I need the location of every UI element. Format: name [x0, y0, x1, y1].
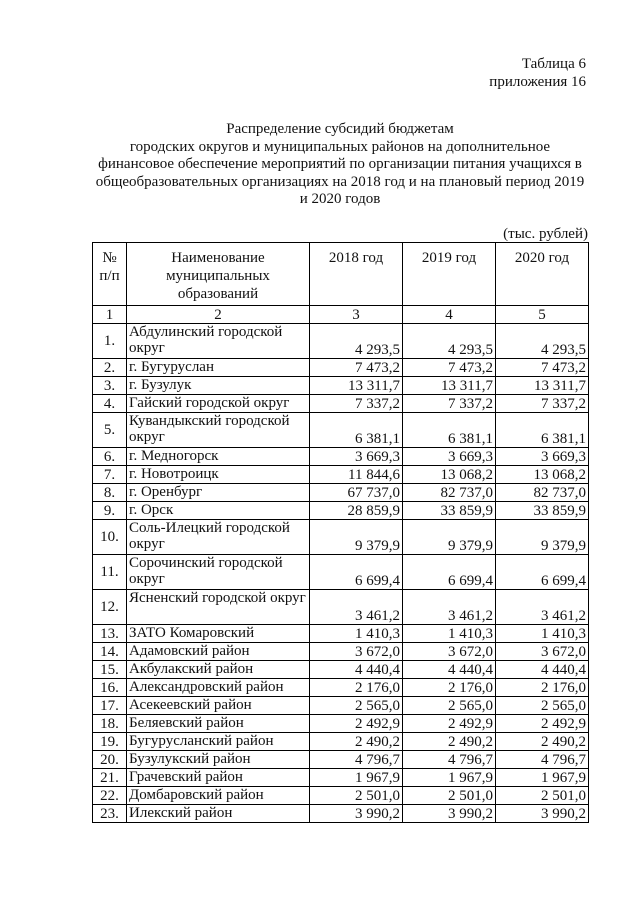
value-2018: 1 967,9: [310, 769, 403, 787]
value-2018: 2 176,0: [310, 679, 403, 697]
table-row: [93, 769, 589, 787]
municipality-name: Соль-Илецкий городской округ: [127, 520, 310, 555]
header-2020: 2020 год: [496, 243, 589, 306]
header-name: [127, 243, 310, 306]
row-number: 19.: [93, 733, 127, 751]
value-2018: 2 565,0: [310, 697, 403, 715]
column-index: 4: [403, 306, 496, 324]
header-num-line: №: [102, 250, 117, 266]
value-2018: 3 990,2: [310, 805, 403, 823]
value-2018: 3 461,2: [310, 590, 403, 625]
value-2019: 1 410,3: [403, 625, 496, 643]
row-number: 23.: [93, 805, 127, 823]
table-row: [93, 324, 589, 359]
municipality-name: Адамовский район: [127, 643, 310, 661]
title-line: и 2020 годов: [299, 191, 381, 207]
row-number: 5.: [93, 413, 127, 448]
row-number: 13.: [93, 625, 127, 643]
municipality-name: Александровский район: [127, 679, 310, 697]
municipality-name: Ясненский городской округ: [127, 590, 310, 625]
table-row: [93, 733, 589, 751]
row-number: 2.: [93, 359, 127, 377]
table-row: [93, 751, 589, 769]
value-2019: 4 440,4: [403, 661, 496, 679]
row-number: 20.: [93, 751, 127, 769]
municipality-name: ЗАТО Комаровский: [127, 625, 310, 643]
header-2019: 2019 год: [403, 243, 496, 306]
table-row: [93, 787, 589, 805]
value-2019: 2 176,0: [403, 679, 496, 697]
row-number: 18.: [93, 715, 127, 733]
municipality-name: г. Орск: [127, 502, 310, 520]
value-2020: 2 176,0: [496, 679, 589, 697]
municipality-name: г. Новотроицк: [127, 466, 310, 484]
title-line: Распределение субсидий бюджетам: [226, 121, 454, 137]
value-2019: 2 492,9: [403, 715, 496, 733]
row-number: 8.: [93, 484, 127, 502]
municipality-name: Грачевский район: [127, 769, 310, 787]
municipality-name: г. Бугуруслан: [127, 359, 310, 377]
header-num: [93, 243, 127, 306]
value-2020: 82 737,0: [496, 484, 589, 502]
table-row: [93, 484, 589, 502]
value-2019: 6 699,4: [403, 555, 496, 590]
row-number: 17.: [93, 697, 127, 715]
value-2020: 6 699,4: [496, 555, 589, 590]
value-2018: 3 669,3: [310, 448, 403, 466]
row-number: 10.: [93, 520, 127, 555]
column-index: 5: [496, 306, 589, 324]
header-name-line: муниципальных: [166, 268, 270, 284]
value-2020: 2 565,0: [496, 697, 589, 715]
document-title: [80, 121, 600, 209]
value-2019: 2 565,0: [403, 697, 496, 715]
units-note: (тыс. рублей): [503, 226, 588, 242]
value-2020: 2 490,2: [496, 733, 589, 751]
value-2020: 1 967,9: [496, 769, 589, 787]
municipality-name: Бузулукский район: [127, 751, 310, 769]
table-row: [93, 679, 589, 697]
row-number: 15.: [93, 661, 127, 679]
value-2018: 4 796,7: [310, 751, 403, 769]
value-2019: 1 967,9: [403, 769, 496, 787]
value-2020: 3 990,2: [496, 805, 589, 823]
value-2020: 6 381,1: [496, 413, 589, 448]
column-index: 3: [310, 306, 403, 324]
row-number: 3.: [93, 377, 127, 395]
table-row: [93, 413, 589, 448]
table-row: [93, 697, 589, 715]
table-row: [93, 643, 589, 661]
column-index: 1: [93, 306, 127, 324]
table-row: [93, 395, 589, 413]
value-2019: 3 672,0: [403, 643, 496, 661]
value-2018: 6 699,4: [310, 555, 403, 590]
value-2019: 7 337,2: [403, 395, 496, 413]
subsidy-table: [92, 242, 589, 823]
row-number: 22.: [93, 787, 127, 805]
row-number: 16.: [93, 679, 127, 697]
value-2020: 3 672,0: [496, 643, 589, 661]
municipality-name: Кувандыкский городской округ: [127, 413, 310, 448]
appendix-line-2: приложения 16: [489, 74, 586, 90]
title-line: городских округов и муниципальных районов на дополнительное: [129, 138, 551, 155]
value-2020: 33 859,9: [496, 502, 589, 520]
row-number: 6.: [93, 448, 127, 466]
table-row: [93, 805, 589, 823]
value-2018: 4 293,5: [310, 324, 403, 359]
value-2020: 1 410,3: [496, 625, 589, 643]
table-row: [93, 625, 589, 643]
header-name-line: Наименование: [171, 250, 265, 266]
table-row: [93, 466, 589, 484]
title-line: финансовое обеспечение мероприятий по организации питания учащихся в: [98, 156, 582, 172]
row-number: 1.: [93, 324, 127, 359]
value-2020: 4 796,7: [496, 751, 589, 769]
header-name-line: образований: [177, 286, 259, 302]
header-row: [93, 243, 589, 306]
value-2018: 4 440,4: [310, 661, 403, 679]
table-row: [93, 661, 589, 679]
municipality-name: Домбаровский район: [127, 787, 310, 805]
row-number: 4.: [93, 395, 127, 413]
value-2018: 7 337,2: [310, 395, 403, 413]
value-2019: 6 381,1: [403, 413, 496, 448]
value-2018: 7 473,2: [310, 359, 403, 377]
value-2018: 3 672,0: [310, 643, 403, 661]
value-2019: 33 859,9: [403, 502, 496, 520]
municipality-name: Бугурусланский район: [127, 733, 310, 751]
municipality-name: Гайский городской округ: [127, 395, 310, 413]
row-number: 7.: [93, 466, 127, 484]
row-number: 14.: [93, 643, 127, 661]
value-2018: 13 311,7: [310, 377, 403, 395]
table-row: [93, 520, 589, 555]
value-2018: 2 492,9: [310, 715, 403, 733]
value-2018: 2 501,0: [310, 787, 403, 805]
municipality-name: Беляевский район: [127, 715, 310, 733]
value-2020: 3 669,3: [496, 448, 589, 466]
value-2019: 2 490,2: [403, 733, 496, 751]
appendix-line-1: Таблица 6: [521, 56, 586, 72]
value-2019: 4 796,7: [403, 751, 496, 769]
value-2018: 1 410,3: [310, 625, 403, 643]
value-2018: 2 490,2: [310, 733, 403, 751]
value-2020: 7 337,2: [496, 395, 589, 413]
table-row: [93, 502, 589, 520]
value-2019: 82 737,0: [403, 484, 496, 502]
value-2020: 13 068,2: [496, 466, 589, 484]
value-2019: 9 379,9: [403, 520, 496, 555]
row-number: 21.: [93, 769, 127, 787]
value-2020: 7 473,2: [496, 359, 589, 377]
municipality-name: Сорочинский городской округ: [127, 555, 310, 590]
municipality-name: г. Оренбург: [127, 484, 310, 502]
value-2019: 3 990,2: [403, 805, 496, 823]
value-2020: 4 293,5: [496, 324, 589, 359]
row-number: 12.: [93, 590, 127, 625]
table-row: [93, 448, 589, 466]
value-2018: 67 737,0: [310, 484, 403, 502]
value-2019: 2 501,0: [403, 787, 496, 805]
value-2019: 7 473,2: [403, 359, 496, 377]
table-row: [93, 555, 589, 590]
value-2019: 13 311,7: [403, 377, 496, 395]
value-2018: 6 381,1: [310, 413, 403, 448]
municipality-name: Асекеевский район: [127, 697, 310, 715]
table-body: [93, 324, 589, 823]
value-2020: 3 461,2: [496, 590, 589, 625]
appendix-label: [489, 55, 586, 91]
value-2018: 28 859,9: [310, 502, 403, 520]
header-2018: 2018 год: [310, 243, 403, 306]
value-2020: 2 492,9: [496, 715, 589, 733]
value-2019: 13 068,2: [403, 466, 496, 484]
row-number: 9.: [93, 502, 127, 520]
value-2019: 3 669,3: [403, 448, 496, 466]
value-2020: 9 379,9: [496, 520, 589, 555]
municipality-name: Акбулакский район: [127, 661, 310, 679]
value-2020: 13 311,7: [496, 377, 589, 395]
value-2018: 11 844,6: [310, 466, 403, 484]
value-2018: 9 379,9: [310, 520, 403, 555]
municipality-name: г. Медногорск: [127, 448, 310, 466]
municipality-name: Абдулинский городской округ: [127, 324, 310, 359]
value-2019: 4 293,5: [403, 324, 496, 359]
municipality-name: Илекский район: [127, 805, 310, 823]
table-row: [93, 377, 589, 395]
table-row: [93, 359, 589, 377]
column-index: 2: [127, 306, 310, 324]
row-number: 11.: [93, 555, 127, 590]
table-row: [93, 715, 589, 733]
table-row: [93, 590, 589, 625]
title-line: общеобразовательных организациях на 2018 год и на плановый период 2019: [95, 173, 585, 190]
column-index-row: [93, 306, 589, 324]
value-2019: 3 461,2: [403, 590, 496, 625]
value-2020: 4 440,4: [496, 661, 589, 679]
municipality-name: г. Бузулук: [127, 377, 310, 395]
value-2020: 2 501,0: [496, 787, 589, 805]
header-num-line: п/п: [99, 268, 120, 284]
